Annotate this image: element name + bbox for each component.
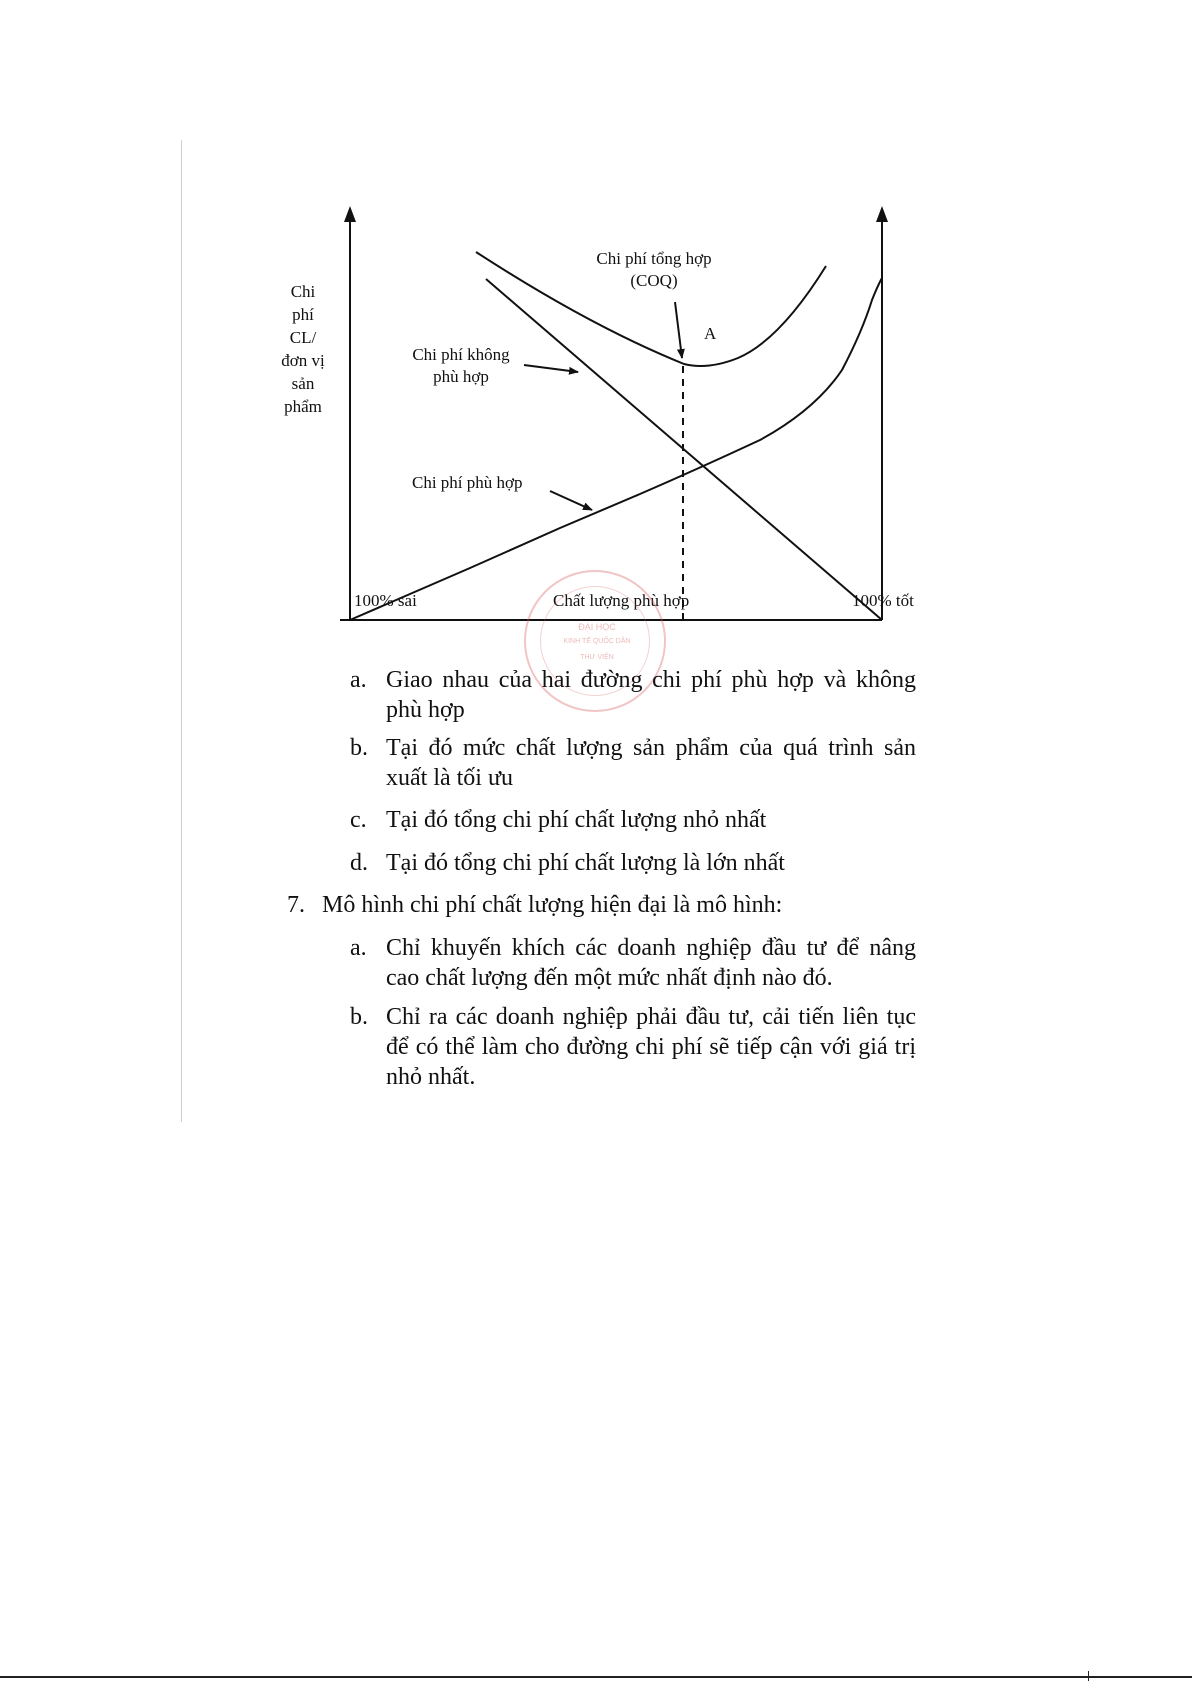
stamp-text-line: ĐẠI HỌC xyxy=(578,622,616,632)
option-marker: a. xyxy=(350,667,367,693)
x-right-label: 100% tốt xyxy=(852,591,914,610)
conformance-cost-curve xyxy=(350,278,882,620)
conformance-pointer-arrow xyxy=(550,491,592,510)
question7-stem xyxy=(287,890,916,920)
question-text: Mô hình chi phí chất lượng hiện đại là mô hình: xyxy=(322,892,783,918)
y-axis-label xyxy=(264,280,342,418)
option-text: Tại đó mức chất lượng sản phẩm của quá trình sản xuất là tối ưu xyxy=(386,735,916,791)
option-marker: b. xyxy=(350,735,368,761)
point-a-label: A xyxy=(704,324,717,343)
nonconformance-cost-label-line: phù hợp xyxy=(433,367,489,386)
total-cost-label-line: (COQ) xyxy=(630,271,678,290)
diagram-svg xyxy=(0,0,1192,660)
option-marker: c. xyxy=(350,807,367,833)
option-text: Tại đó tổng chi phí chất lượng là lớn nhất xyxy=(386,850,785,876)
y-axis-label-line: Chi xyxy=(290,282,316,301)
nonconformance-cost-label xyxy=(396,344,526,388)
option-marker: d. xyxy=(350,850,368,876)
y-axis-label-line: phí xyxy=(292,305,314,324)
option-marker: b. xyxy=(350,1004,368,1030)
y-axis-label-line: CL/ xyxy=(289,328,317,347)
question7-option-b xyxy=(350,1002,916,1092)
question6-option-a xyxy=(350,665,916,725)
quality-cost-diagram xyxy=(0,0,1192,660)
x-left-label: 100% sai xyxy=(354,591,417,610)
nonconformance-cost-label-line: Chi phí không xyxy=(412,345,510,364)
conformance-cost-label: Chi phí phù hợp xyxy=(412,473,523,492)
right-y-axis-arrow-icon xyxy=(876,206,888,222)
footer-rule xyxy=(0,1676,1192,1678)
y-axis-label-line: đơn vị xyxy=(281,351,325,370)
left-y-axis-arrow-icon xyxy=(344,206,356,222)
x-center-label: Chất lượng phù hợp xyxy=(553,591,690,610)
y-axis-label-line: sản xyxy=(291,374,315,393)
option-text: Tại đó tổng chi phí chất lượng nhỏ nhất xyxy=(386,807,767,833)
total-cost-label xyxy=(574,248,734,292)
stamp-text-line: THƯ VIỆN xyxy=(580,654,614,661)
nonconformance-pointer-arrow xyxy=(524,365,578,372)
option-text: Giao nhau của hai đường chi phí phù hợp và không phù hợp xyxy=(386,667,916,723)
question6-option-d xyxy=(350,848,916,878)
stamp-text-line: KINH TẾ QUỐC DÂN xyxy=(563,638,631,645)
question6-option-c xyxy=(350,805,916,835)
question-number: 7. xyxy=(287,892,305,918)
option-text: Chỉ ra các doanh nghiệp phải đầu tư, cải tiến liên tục để có thể làm cho đường chi phí sẽ tiếp cận với giá trị nhỏ nhất. xyxy=(386,1004,916,1090)
footer-rule-tick xyxy=(1088,1671,1089,1681)
question7-option-a xyxy=(350,933,916,993)
total-cost-label-line: Chi phí tổng hợp xyxy=(596,249,712,268)
option-marker: a. xyxy=(350,935,367,961)
question6-option-b xyxy=(350,733,916,793)
option-text: Chỉ khuyến khích các doanh nghiệp đầu tư để nâng cao chất lượng đến một mức nhất định nào đó. xyxy=(386,935,916,991)
y-axis-label-line: phẩm xyxy=(284,397,322,416)
total-cost-pointer-arrow xyxy=(675,302,682,358)
